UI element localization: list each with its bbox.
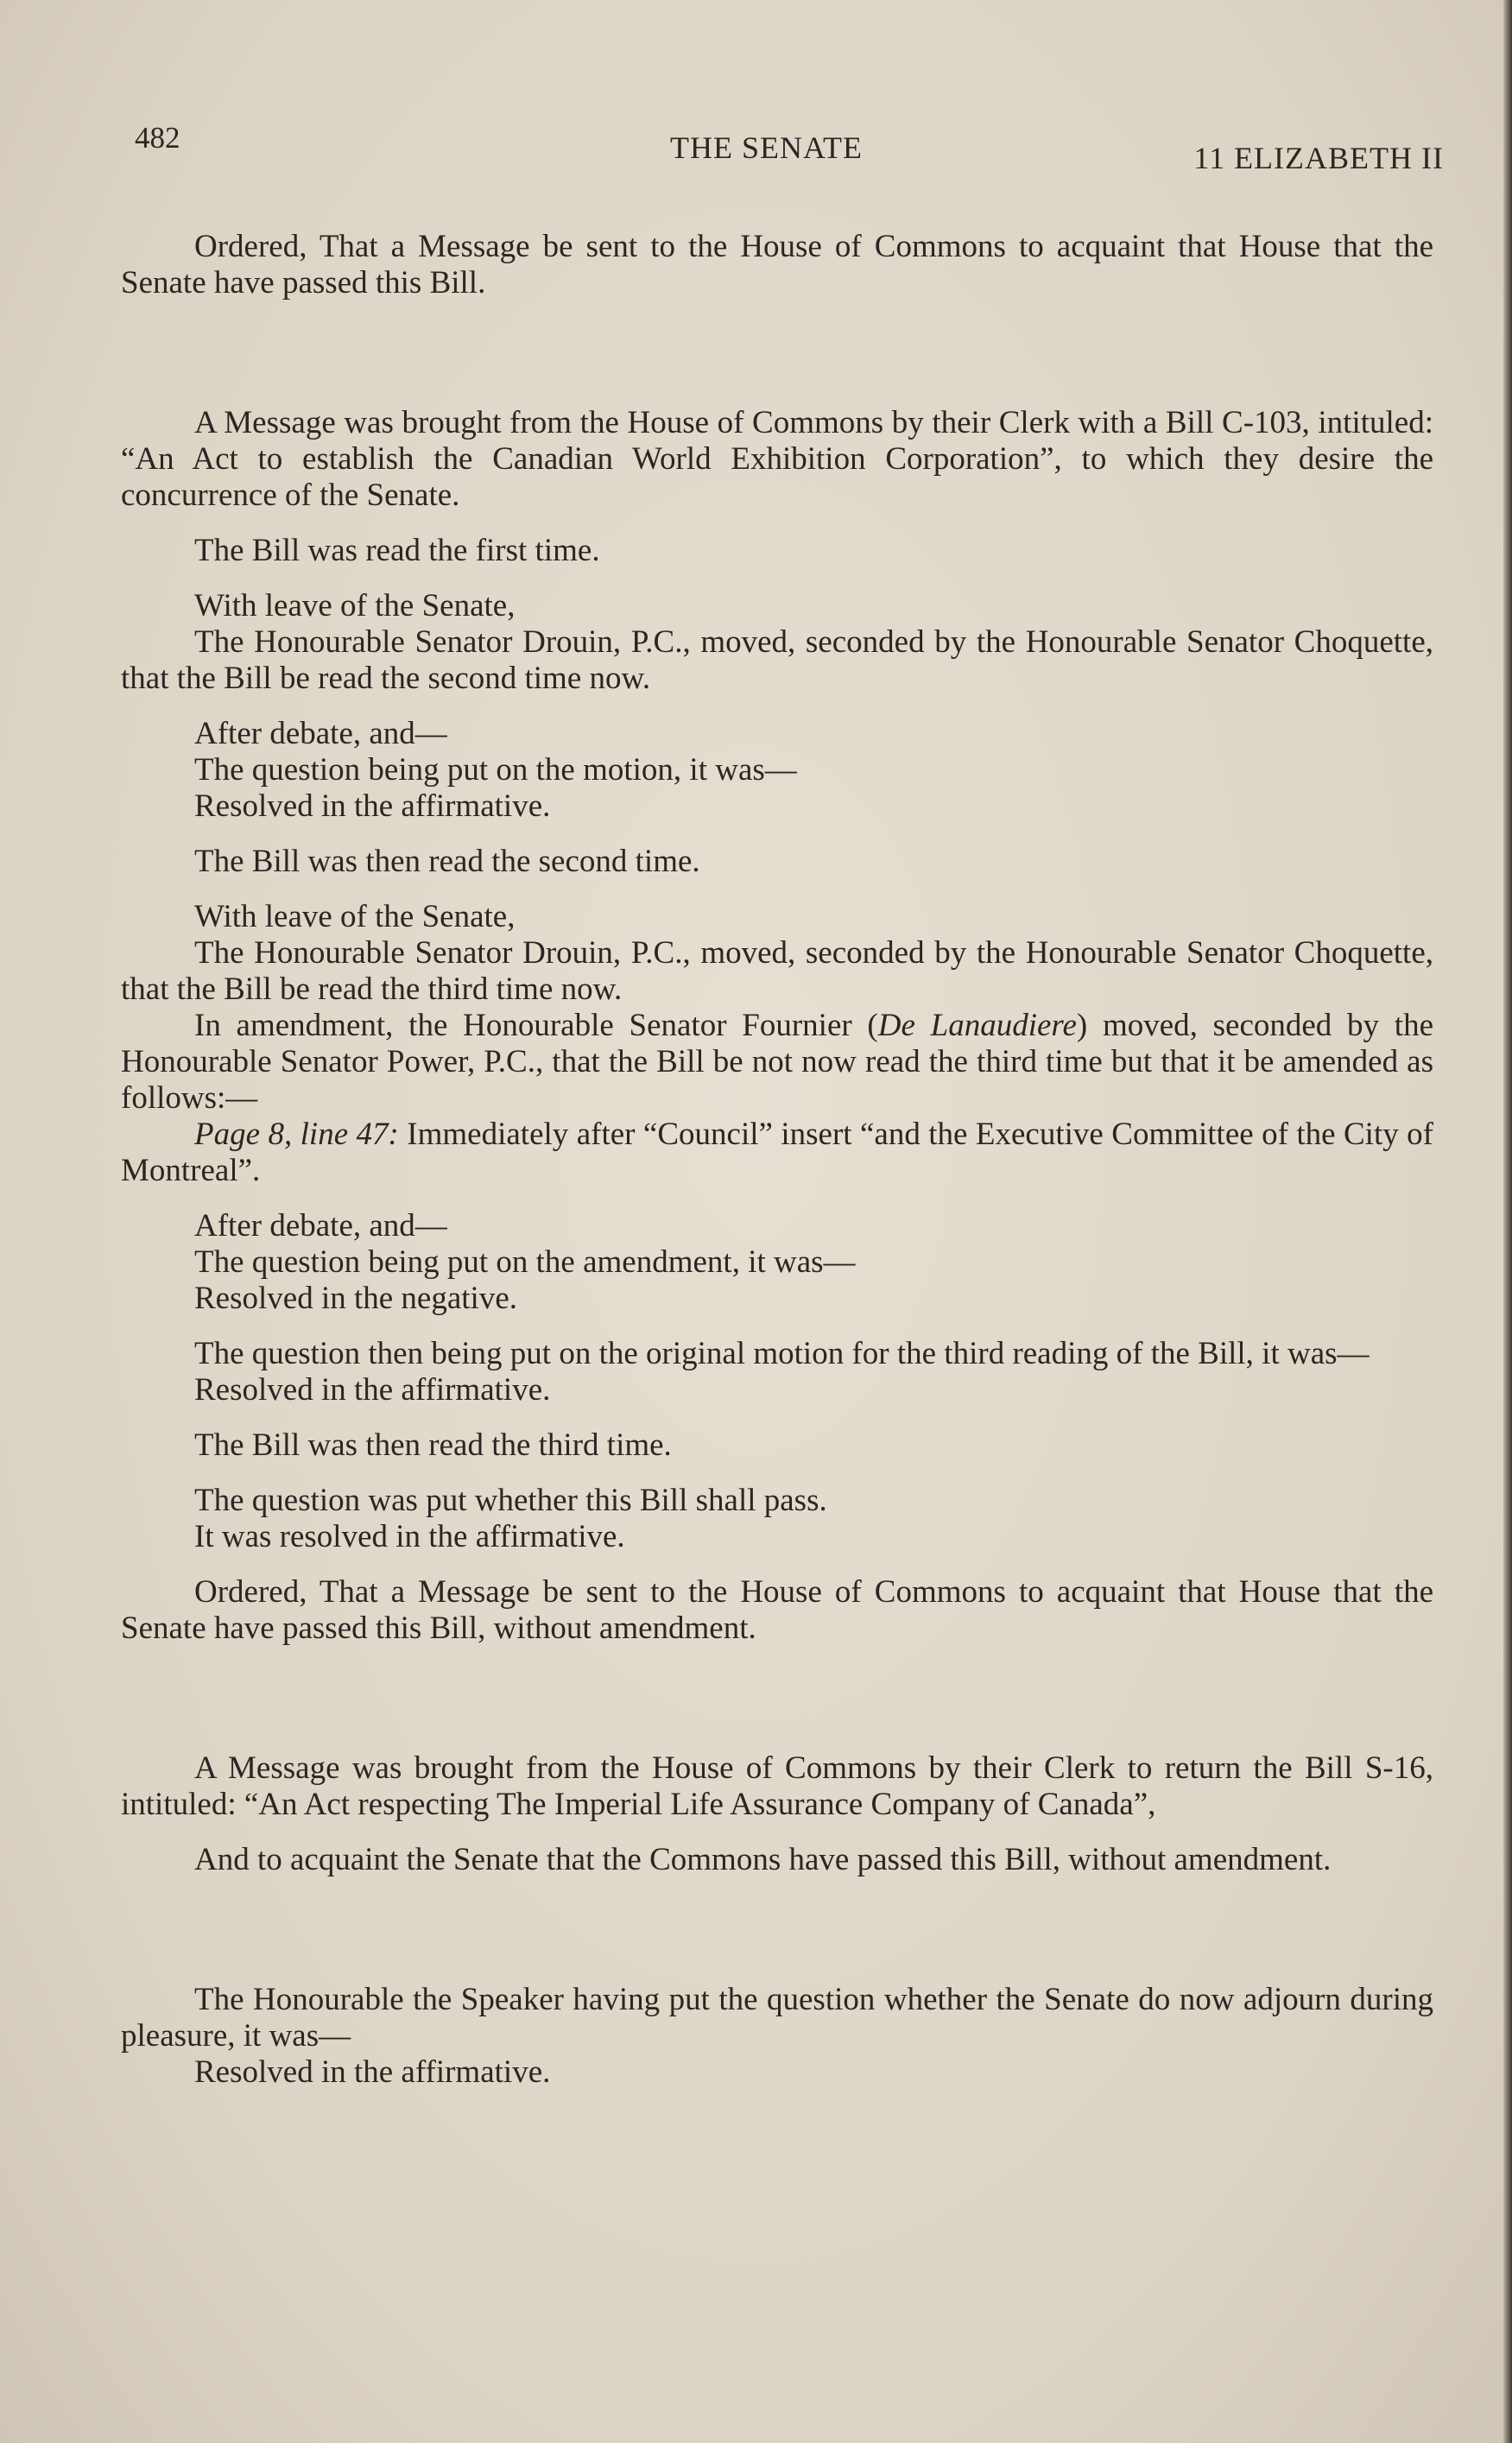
paragraph: The Honourable Senator Drouin, P.C., moved, seconded by the Honourable Senator Choquette, that the Bill be read the second time now. <box>121 624 1433 696</box>
paragraph: The Bill was then read the second time. <box>194 844 700 879</box>
text-run: ) moved, seconded by the Honourable Senator Power, P.C., that the Bill be not now read the third time but that it be amended as follows:— <box>121 1008 1433 1116</box>
header-title: THE SENATE <box>670 130 863 165</box>
amendment-paragraph <box>121 1008 1433 1117</box>
italic-run: De Lanaudiere <box>877 1008 1077 1043</box>
paragraph: Ordered, That a Message be sent to the House of Commons to acquaint that House that the Senate have passed this Bill, without amendment. <box>121 1574 1433 1646</box>
page-number: 482 <box>135 121 180 155</box>
paragraph: Resolved in the affirmative. <box>194 1372 551 1408</box>
amendment-text <box>121 1117 1433 1189</box>
paragraph: The question being put on the motion, it was— <box>194 752 797 788</box>
paragraph: The question was put whether this Bill shall pass. <box>194 1483 827 1518</box>
paragraph: And to acquaint the Senate that the Commons have passed this Bill, without amendment. <box>194 1842 1332 1877</box>
paragraph: After debate, and— <box>194 1208 447 1244</box>
paragraph: It was resolved in the affirmative. <box>194 1519 625 1554</box>
regnal-year: 11 ELIZABETH II <box>1193 141 1444 175</box>
paragraph: A Message was brought from the House of Commons by their Clerk with a Bill C-103, intituled: “An Act to establish the Canadian World Exhibition Corporation”, to which they desire the concurrence of the Senate. <box>121 405 1433 513</box>
paragraph: Resolved in the affirmative. <box>194 2054 551 2090</box>
paragraph: Ordered, That a Message be sent to the House of Commons to acquaint that House that the Senate have passed this Bill. <box>121 229 1433 301</box>
paragraph: The Bill was read the first time. <box>194 533 600 568</box>
paragraph: The question then being put on the original motion for the third reading of the Bill, it was— <box>194 1336 1370 1371</box>
paragraph: With leave of the Senate, <box>194 899 516 934</box>
paragraph: With leave of the Senate, <box>194 588 516 623</box>
paragraph: The question being put on the amendment, it was— <box>194 1244 856 1280</box>
paragraph: The Bill was then read the third time. <box>194 1427 672 1463</box>
paragraph: Resolved in the affirmative. <box>194 788 551 824</box>
paragraph: The Honourable the Speaker having put the question whether the Senate do now adjourn during pleasure, it was— <box>121 1982 1433 2054</box>
text-run: Immediately after “Council” insert “and the Executive Committee of the City of Montreal”. <box>121 1117 1433 1188</box>
text-run: In amendment, the Honourable Senator Fournier ( <box>194 1008 878 1043</box>
page-edge-shadow <box>1503 0 1512 2443</box>
paragraph: A Message was brought from the House of Commons by their Clerk to return the Bill S-16, intituled: “An Act respecting The Imperial Life Assurance Company of Canada”, <box>121 1750 1433 1822</box>
paragraph: After debate, and— <box>194 716 447 751</box>
paragraph: The Honourable Senator Drouin, P.C., moved, seconded by the Honourable Senator Choquette, that the Bill be read the third time now. <box>121 935 1433 1007</box>
running-header <box>135 121 1444 173</box>
paragraph: Resolved in the negative. <box>194 1281 518 1316</box>
page-body <box>121 229 1433 2091</box>
italic-run: Page 8, line 47: <box>194 1117 399 1152</box>
